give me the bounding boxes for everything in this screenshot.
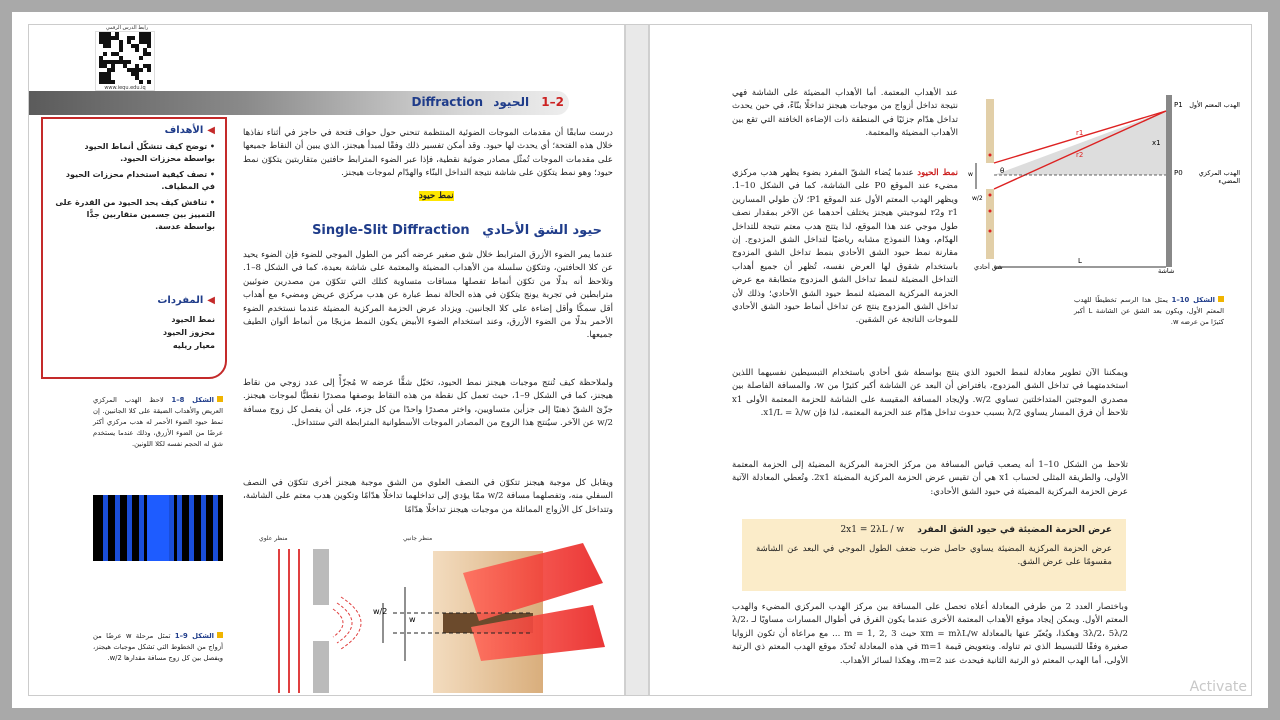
barrier-top (313, 549, 329, 605)
figure-8-caption: الشكل 8–1 لاحظ الهدب المركزي العريض والأهداب الضيقة على كلا الجانبين. إن نمط حيود الضوء الأحمر له هدب مركزي أكثر عرضًا من الضوء الأزرق، وذلك عندما يستخدم شق له الحجم نفسه لكلا اللونين. (93, 396, 223, 448)
qr-module (107, 68, 111, 72)
paragraph-2: ويمكننا الآن تطوير معادلة لنمط الحيود الذي ينتج بواسطة شق أحادي باستخدام التبسيطين نفسيهما اللذين استخدمتهما في تداخل الشق المزدوج، بافتراض أن البعد عن الشاشة أكبر كثيرًا من w، والمسافة الفاصلة بين مصدري الموجتين المتداخلتين تساوي w/2. ولإيجاد المسافة المقيسة على الشاشة للحزمة المعتمة الأولى x1 تلاحظ أن فرق المسار يساوي λ/2 بسبب حدوث تداخل هدّام عند الحزمة المعتمة، لذا فإن x1/L = λ/w. (732, 368, 1129, 419)
subsection-title (312, 223, 602, 238)
formula-box (742, 519, 1126, 591)
qr-module (115, 52, 119, 56)
qr-module (99, 36, 103, 40)
qr-module (127, 68, 131, 72)
side-view-label: منظر جانبي (403, 535, 433, 542)
qr-module (111, 36, 115, 40)
viewer-frame (12, 12, 1268, 708)
qr-module (103, 32, 107, 36)
slit-label: شق أحادي (974, 263, 1003, 271)
source-point (989, 230, 992, 233)
qr-module (99, 64, 103, 68)
section-title-ar: الحيود (493, 95, 530, 109)
qr-module (111, 68, 115, 72)
qr-module (107, 36, 111, 40)
qr-module (119, 48, 123, 52)
qr-module (139, 56, 143, 60)
x1-label: x1 (1152, 139, 1161, 147)
blue-fringe (115, 495, 120, 561)
qr-module (119, 40, 123, 44)
qr-module (143, 32, 147, 36)
qr-module (99, 76, 103, 80)
page-gutter (625, 25, 649, 696)
qr-module (143, 40, 147, 44)
caption-marker-icon (1218, 296, 1224, 302)
w-label: w (409, 615, 416, 624)
qr-module (143, 48, 147, 52)
qr-module (103, 60, 107, 64)
subsection-title-en: Single-Slit Diffraction (312, 223, 470, 238)
terms-list (55, 313, 215, 352)
term-item: محزوز الحيود (163, 328, 215, 337)
qr-module (135, 48, 139, 52)
qr-module (147, 80, 151, 84)
p1-label: P1 (1174, 101, 1183, 109)
triangle-marker-icon: ◀ (207, 295, 215, 306)
figure-9-caption: الشكل 9–1 تمثل مرحلة w عرضًا من أزواج من الخطوط التي تشكل موجبات هيجنز، ويفصل بين كل زوج مسافة مقدارها w/2. (93, 632, 223, 662)
theta-label: θ (1000, 167, 1005, 175)
qr-module (99, 72, 103, 76)
huygens-wavelet (341, 597, 361, 649)
qr-module (103, 44, 107, 48)
intro-paragraph: درست سابقًا أن مقدمات الموجات الضوئية المنتظمة تنحني حول حواف فتحة في حاجز في أثناء نفاذها خلال هذه الفتحة؛ أي يحدث لها حيود. وقد أمكن تفسير ذلك وفقًا لمبدأ هيجنز، الذي يبين أن النقاط جميعها على مقدمات الموجات تُمثّل مصادر ضوئية نقطية، فإذا عبر الضوء المترابط حافتين متقاربتين يتكوّن نمط حيود؛ وهو نمط يتكوّن على شاشة نتيجة التداخل البنّاء والهدّام لموجات هيجنز. (243, 128, 613, 179)
paragraph-4: وباختصار العدد 2 من طرفي المعادلة أعلاه تحصل على المسافة بين مركز الهدب المركزي المضيء والهدب المعتم الأول. ويمكن إيجاد موقع الأهداب المعتمة الأخرى عندما يكون الفرق في أطوال المسارات مساويًا لـ λ/2، 3λ/2، 5λ/2 وهكذا، ويُعبّر عنها بالمعادلة xm = mλL/w حيث m = 1, 2, 3 ... مع مراعاة أن تكون الزوايا صغيرة وفقًا للتبسيط الذي تم تناوله. وبتعويض قيمة m=1 في هذه المعادلة تُحدّد موقع الهدب المعتم ذي الرتبة الأولى، أما الهدب المعتم ذو الرتبة الثانية فيحدث عند m=2، وهكذا لسائر الأهداب. (732, 602, 1128, 666)
qr-module (103, 72, 107, 76)
screen-bar (1166, 95, 1172, 267)
qr-module (139, 32, 143, 36)
formula-description: عرض الحزمة المركزية المضيئة يساوي حاصل ضرب ضعف الطول الموجي في البعد عن الشاشة مقسومًا على عرض الشق. (756, 544, 1112, 568)
qr-module (131, 72, 135, 76)
p0-label: P0 (1174, 169, 1183, 177)
qr-module (103, 40, 107, 44)
triangle-marker-icon: ◀ (207, 125, 215, 136)
qr-module (147, 32, 151, 36)
qr-module (99, 60, 103, 64)
document-spread (28, 24, 1252, 696)
blue-fringe (177, 495, 182, 561)
section-title (411, 95, 564, 109)
caption-marker-icon (217, 632, 223, 638)
formula-title: عرض الحزمة المضيئة في حيود الشق المفرد 2x1 = 2λL / w (840, 525, 1112, 535)
blue-fringe (127, 495, 132, 561)
qr-module (131, 68, 135, 72)
objectives-list (55, 141, 215, 233)
blue-fringe (213, 495, 218, 561)
figure-10 (968, 91, 1252, 277)
qr-module (103, 80, 107, 84)
w-half-label: w/2 (373, 607, 388, 616)
qr-module (147, 44, 151, 48)
qr-module (147, 68, 151, 72)
term-item: معيار ريليه (172, 341, 215, 350)
qr-module (147, 40, 151, 44)
qr-module (119, 56, 123, 60)
r1-label: r1 (1076, 129, 1084, 137)
source-point (989, 210, 992, 213)
qr-module (107, 80, 111, 84)
qr-module (111, 80, 115, 84)
qr-module (139, 68, 143, 72)
blue-fringe (189, 495, 194, 561)
qr-module (103, 36, 107, 40)
blue-fringe (147, 495, 169, 561)
qr-module (115, 36, 119, 40)
section-number: 2–1 (541, 95, 564, 109)
huygens-wavelet (333, 609, 343, 637)
qr-module (135, 76, 139, 80)
qr-module (143, 64, 147, 68)
objectives-title: ◀الأهداف (164, 125, 215, 136)
objective-item: • تصف كيفية استخدام محززات الحيود في المطياف. (65, 170, 215, 191)
qr-module (119, 60, 123, 64)
qr-module (115, 32, 119, 36)
qr-module (147, 52, 151, 56)
qr-module (99, 56, 103, 60)
slit-gap (986, 163, 994, 189)
qr-module (139, 40, 143, 44)
qr-code[interactable] (95, 31, 155, 91)
activate-watermark: Activate (1189, 679, 1247, 695)
qr-module (127, 40, 131, 44)
paragraph-3: تلاحظ من الشكل 10–1 أنه يصعب قياس المسافة من مركز الحزمة المركزية المضيئة إلى الحزمة المعتمة الأولى، والطريقة المثلى لحساب x1 هي أن تقيس عرض الحزمة المركزية المضيئة 2x1. وتُعطي المعادلة الآتية عرض الحزمة المركزية المضيئة في حيود الشق الأحادي: (732, 460, 1128, 497)
qr-module (103, 64, 107, 68)
qr-caption: رابط الدرس الرقمي (105, 25, 149, 31)
qr-module (143, 52, 147, 56)
qr-module (131, 44, 135, 48)
qr-module (123, 64, 127, 68)
qr-module (103, 76, 107, 80)
qr-module (135, 68, 139, 72)
qr-module (107, 72, 111, 76)
paragraph-3: ويقابل كل موجبة هيجنز تتكوّن في النصف العلوي من الشق موجبة هيجنز أخرى تتكوّن في النصف السفلي منه، وتفصلهما مسافة w/2 ممّا يؤدي إلى تداخلهما تداخلًا هدّامًا وتكوين هدب معتم على الشاشة، وتتداخل كل الأزواج المماثلة من موجبات هيجنز تداخلًا هدّامًا (243, 478, 613, 515)
source-point (989, 194, 992, 197)
paragraph-1: نمط الحيود عندما يُضاء الشقّ المفرد بضوء يظهر هدب مركزي مضيء عند الموقع P0 على الشاشة، كما في الشكل 10–1. ويظهر الهدب المعتم الأول عند الموقع P1؛ لأن طولي المسارين r1 وr2 لموجبتي هيجنز يختلف أحدهما عن الآخر بمقدار نصف طول موجي عند هذا الموقع، لذا يتتج هدب معتم نتيجة للتداخل الهدّام، وهذا النموذج مشابه رياضيًا لتداخل الشق المزدوج. إن مقارنة نمط حيود الشق الأحادي بنمط تداخل الشق المزدوج باستخدام شقوق لها العرض نفسه، تُظهر أن جميع أهداب التداخل المضيئة لنمط تداخل الشق المزدوج متطابقة مع عرض الحزمة المركزية المضيئة لنمط حيود الشق الأحادي؛ وذلك لأن تداخل الشق المزدوج ينتج عن تداخل أنماط حيود الشق الأحادي للموجات الناتجة عن الشقين. (732, 168, 959, 326)
objective-item: • توضح كيف تتشكّل أنماط الحيود بواسطة محززات الحيود. (84, 142, 215, 163)
blue-fringe (201, 495, 206, 561)
qr-module (139, 80, 143, 84)
qr-module (123, 60, 127, 64)
blue-fringe (169, 495, 174, 561)
w-half-label: w/2 (972, 195, 983, 202)
qr-module (135, 64, 139, 68)
blue-fringe (103, 495, 108, 561)
qr-module (99, 40, 103, 44)
pattern-term: نمط الحيود (917, 168, 958, 178)
right-page (649, 25, 1252, 696)
qr-module (111, 64, 115, 68)
qr-module (147, 64, 151, 68)
qr-module (127, 36, 131, 40)
paragraph-2: ولملاحظة كيف تُنتج موجبات هيجنز نمط الحيود، تخيّل شقًّا عرضه w مُجزّأً إلى عدد زوجي من نقاط هيجنز، كما في الشكل 9–1، حيث تعمل كل نقطة من هذه النقاط بوصفها مصدرًا نقطيًّا لموجات هيجنز. جزّئ الشقّ ذهنيًا إلى جزأين متساويين، واختر مصدرًا واحدًا من كل جزء، على أن يفصل كل زوج مسافة w/2 عن الآخر. سيُنتج هذا الزوج من المصادر الموجات الأسطوانية المترابطة التي ستتداخل. (243, 378, 613, 429)
source-point (989, 154, 992, 157)
geometry-triangle (994, 111, 1166, 175)
top-paragraph: عند الأهداب المعتمة. أما الأهداب المضيئة على الشاشة فهي نتيجة تداخل أزواج من موجبات هيجنز تداخلًا بنّاءً، في حين يحدث تداخل هدّام جزئيًا في المنطقة ذات الإضاءة الخافتة التي تقع بين الأهداب المضيئة والمعتمة. (732, 88, 958, 139)
qr-module (99, 32, 103, 36)
figure-9 (243, 533, 613, 696)
L-label: L (1078, 257, 1082, 265)
qr-module (127, 60, 131, 64)
qr-module (111, 52, 115, 56)
qr-module (107, 44, 111, 48)
p0-description: الهدب المركزي المضيء (1198, 169, 1240, 185)
qr-module (115, 60, 119, 64)
figure-10-caption: الشكل 10–1 يمثل هذا الرسم تخطيطًا للهدب المعتم الأول، ويكون بعد الشق عن الشاشة L أكبر كثيرًا من عرضه w. (1074, 296, 1224, 326)
paragraph-1: عندما يمر الضوء الأزرق المترابط خلال شق صغير عرضه أكبر من الطول الموجي للضوء فإن الضوء يحيد عن كلا الحافتين، وتتكوّن سلسلة من الأهداب المضيئة والمعتمة على شاشة بعيدة، كما في الشكل 8–1. وتلاحظ أنه بدلًا من تكوّن أنماط تفصلها مسافات متساوية كتلك التي تتكوّن من مصدرين ضوئيين مترابطين في تجربة يونج يتكوّن في هذه الحالة نمط عبارة عن هدب مركزي عريض ومضيء مع أهداب أقل سمكًا وأقل إضاءة على كلا الجانبين. ويزداد عرض الحزمة المركزية المضيئة عندما نستخدم الضوء الأحمر بدلًا من الضوء الأزرق، وعند استخدام الضوء الأبيض يكون النمط مزيجًا من أنماط ألوان الطيف جميعها. (243, 250, 613, 341)
huygens-wavelet (337, 603, 352, 643)
objectives-box (41, 117, 227, 379)
pattern-highlight: نمط حيود (419, 191, 454, 201)
qr-module (107, 32, 111, 36)
qr-module (139, 36, 143, 40)
qr-module (135, 44, 139, 48)
p1-description: الهدب المعتم الأول (1189, 101, 1240, 109)
qr-module (107, 60, 111, 64)
qr-module (103, 52, 107, 56)
figure-9-drawing (243, 543, 613, 696)
qr-module (135, 72, 139, 76)
qr-module (143, 36, 147, 40)
qr-module (131, 36, 135, 40)
qr-module (147, 36, 151, 40)
screen-label: شاشة (1158, 267, 1175, 275)
blue-fringe (139, 495, 144, 561)
qr-module (99, 80, 103, 84)
qr-module (107, 76, 111, 80)
left-page (29, 25, 625, 696)
qr-url: www.iequ.edu.iq (104, 85, 146, 91)
formula: 2x1 = 2λL / w (840, 525, 905, 535)
terms-title: ◀المفردات (157, 295, 215, 306)
w-label: w (968, 171, 973, 178)
caption-marker-icon (217, 396, 223, 402)
qr-module (107, 40, 111, 44)
term-item: نمط الحيود (171, 315, 215, 324)
section-title-en: Diffraction (411, 95, 484, 109)
top-view-label: منظر علوي (259, 535, 288, 542)
barrier-bottom (313, 641, 329, 693)
qr-module (111, 60, 115, 64)
qr-module (119, 44, 123, 48)
qr-code-pattern (96, 32, 154, 84)
objective-item: • تناقش كيف يحد الحيود من القدرة على التمييز بين جسمين متقاربين جدًّا بواسطة عدسة. (55, 198, 215, 231)
figure-8-diffraction-patterns (93, 495, 223, 561)
subsection-title-ar: حيود الشق الأحادي (482, 223, 602, 238)
r2-label: r2 (1076, 151, 1084, 159)
